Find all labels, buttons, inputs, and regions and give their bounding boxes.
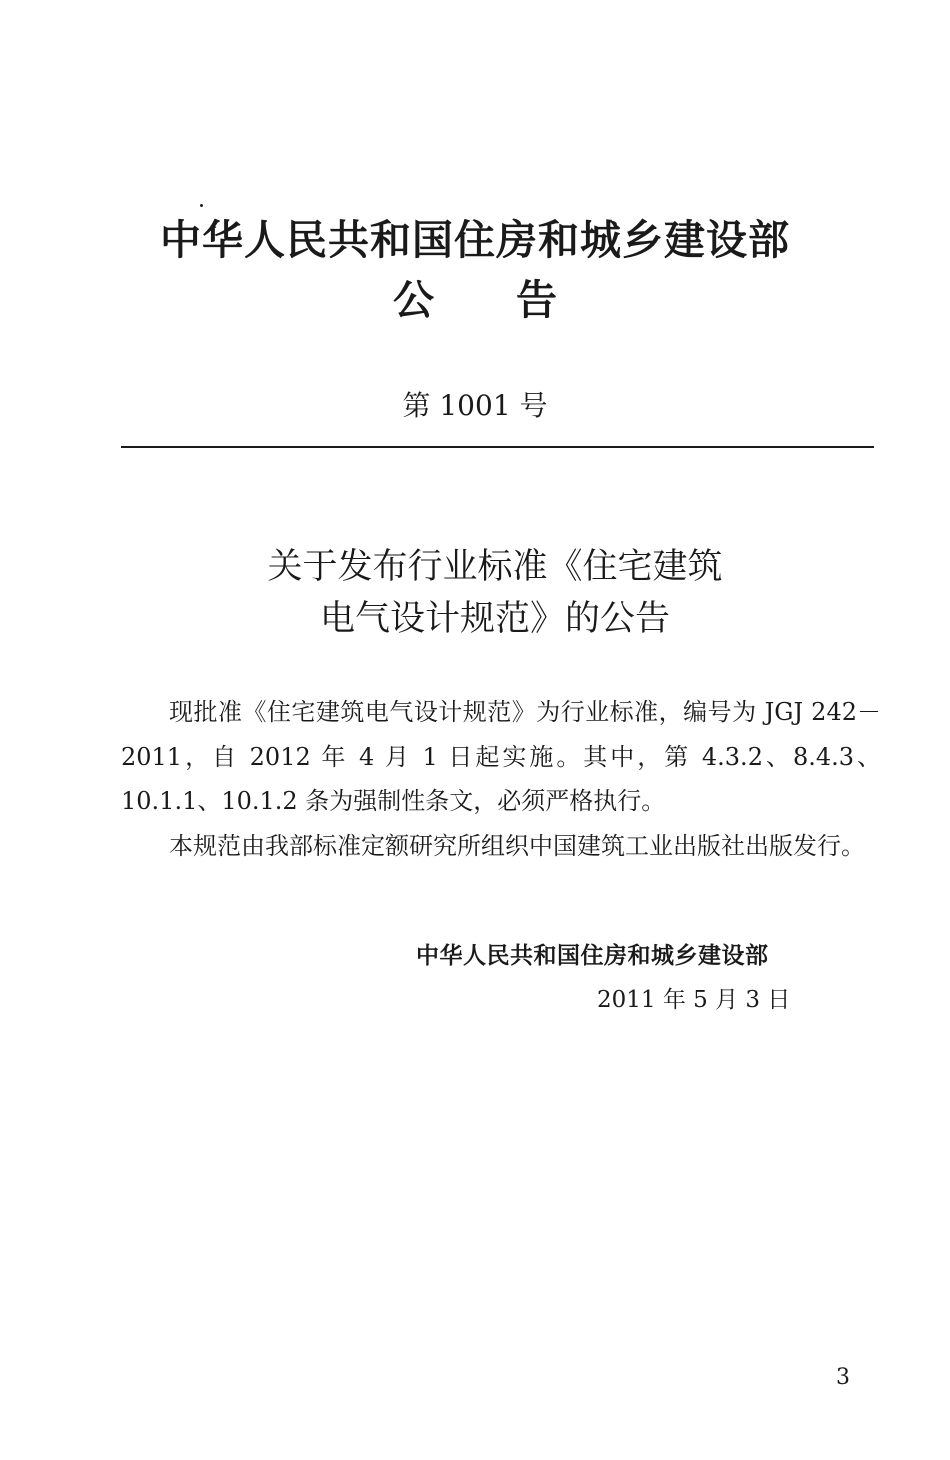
scan-speck: [200, 204, 203, 207]
notice-heading-char-2: 告: [516, 276, 557, 324]
notice-body: [121, 690, 881, 868]
notice-heading: [0, 272, 950, 328]
subject-title-line-1: 关于发布行业标准《住宅建筑: [267, 547, 723, 587]
page-number: 3: [836, 1365, 850, 1390]
subject-title: [0, 541, 950, 645]
body-paragraph-1: 现批准《住宅建筑电气设计规范》为行业标准，编号为 JGJ 242－2011，自 2012 年 4 月 1 日起实施。其中，第 4.3.2、8.4.3、10.1.1、10.1.2 条为强制性条文，必须严格执行。: [121, 698, 881, 815]
notice-heading-char-1: 公: [393, 276, 434, 324]
signature-organization: 中华人民共和国住房和城乡建设部: [416, 943, 769, 969]
header-divider: [121, 446, 874, 448]
ministry-title: 中华人民共和国住房和城乡建设部: [160, 216, 790, 264]
signature-date: 2011 年 5 月 3 日: [597, 987, 791, 1013]
body-paragraph-2: 本规范由我部标准定额研究所组织中国建筑工业出版社出版发行。: [169, 831, 865, 860]
subject-title-line-2: 电气设计规范》的公告: [319, 599, 670, 639]
notice-number: 第 1001 号: [402, 389, 548, 422]
